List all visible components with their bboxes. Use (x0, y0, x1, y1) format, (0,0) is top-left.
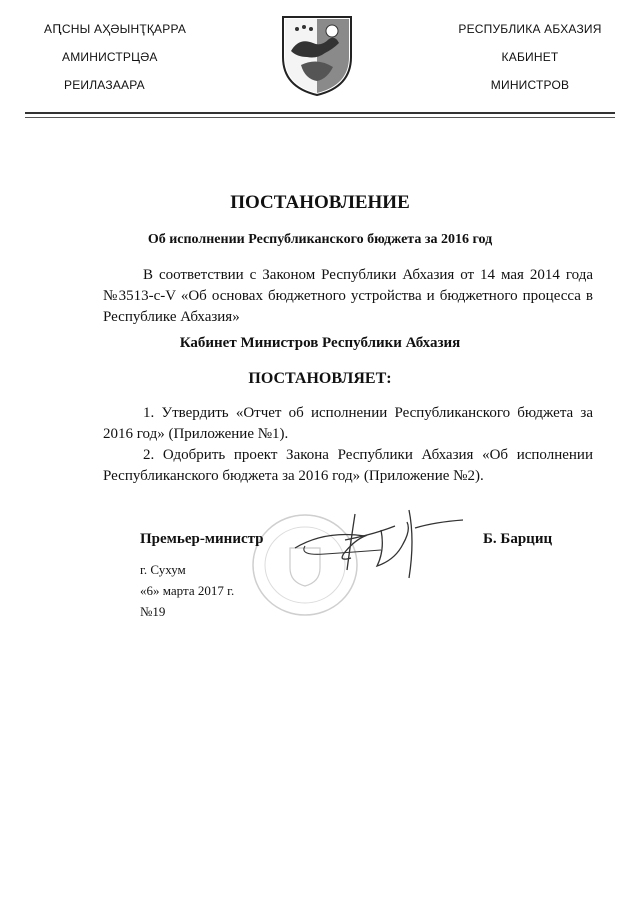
decree-heading: ПОСТАНОВЛЯЕТ: (248, 370, 392, 387)
decree-item-1: 1. Утвердить «Отчет об исполнении Республиканского бюджета за 2016 год» (Приложение №1). (103, 405, 593, 442)
document-number: №19 (140, 604, 166, 619)
header-divider-thick (25, 112, 615, 114)
header-left-line-2: АМИНИСТРЦӘА (62, 50, 158, 64)
signatory-title: Премьер-министр (140, 531, 264, 547)
issue-place: г. Сухум (140, 562, 186, 577)
document-title: ПОСТАНОВЛЕНИЕ (230, 192, 410, 213)
coat-of-arms-emblem (277, 9, 357, 99)
header-right-line-3: МИНИСТРОВ (490, 78, 570, 92)
header-right-line-2: КАБИНЕТ (501, 50, 559, 64)
handwritten-signature (285, 500, 475, 590)
header-left-block (44, 22, 234, 106)
signatory-name: Б. Барциц (483, 531, 553, 547)
document-subtitle: Об исполнении Республиканского бюджета за 2016 год (147, 232, 493, 247)
header-divider-thin (25, 117, 615, 118)
header-left-line-3: РЕИЛАЗААРА (64, 78, 145, 92)
header-right-line-1: РЕСПУБЛИКА АБХАЗИЯ (458, 22, 602, 36)
issue-date: «6» марта 2017 г. (140, 583, 235, 598)
decree-item-2: 2. Одобрить проект Закона Республики Абхазия «Об исполнении Республиканского бюджета за 2016 год» (Приложение №2). (103, 447, 593, 484)
header-left-line-1: АԤСНЫ АҲӘЫНҬҚАРРА (44, 22, 187, 36)
intro-paragraph: В соответствии с Законом Республики Абхазия от 14 мая 2014 года №3513-с-V «Об основах бюджетного устройства и бюджетного процесса в Республике Абхазия» (103, 267, 593, 325)
cabinet-heading: Кабинет Министров Республики Абхазия (179, 335, 461, 351)
header-right-block (450, 22, 610, 106)
